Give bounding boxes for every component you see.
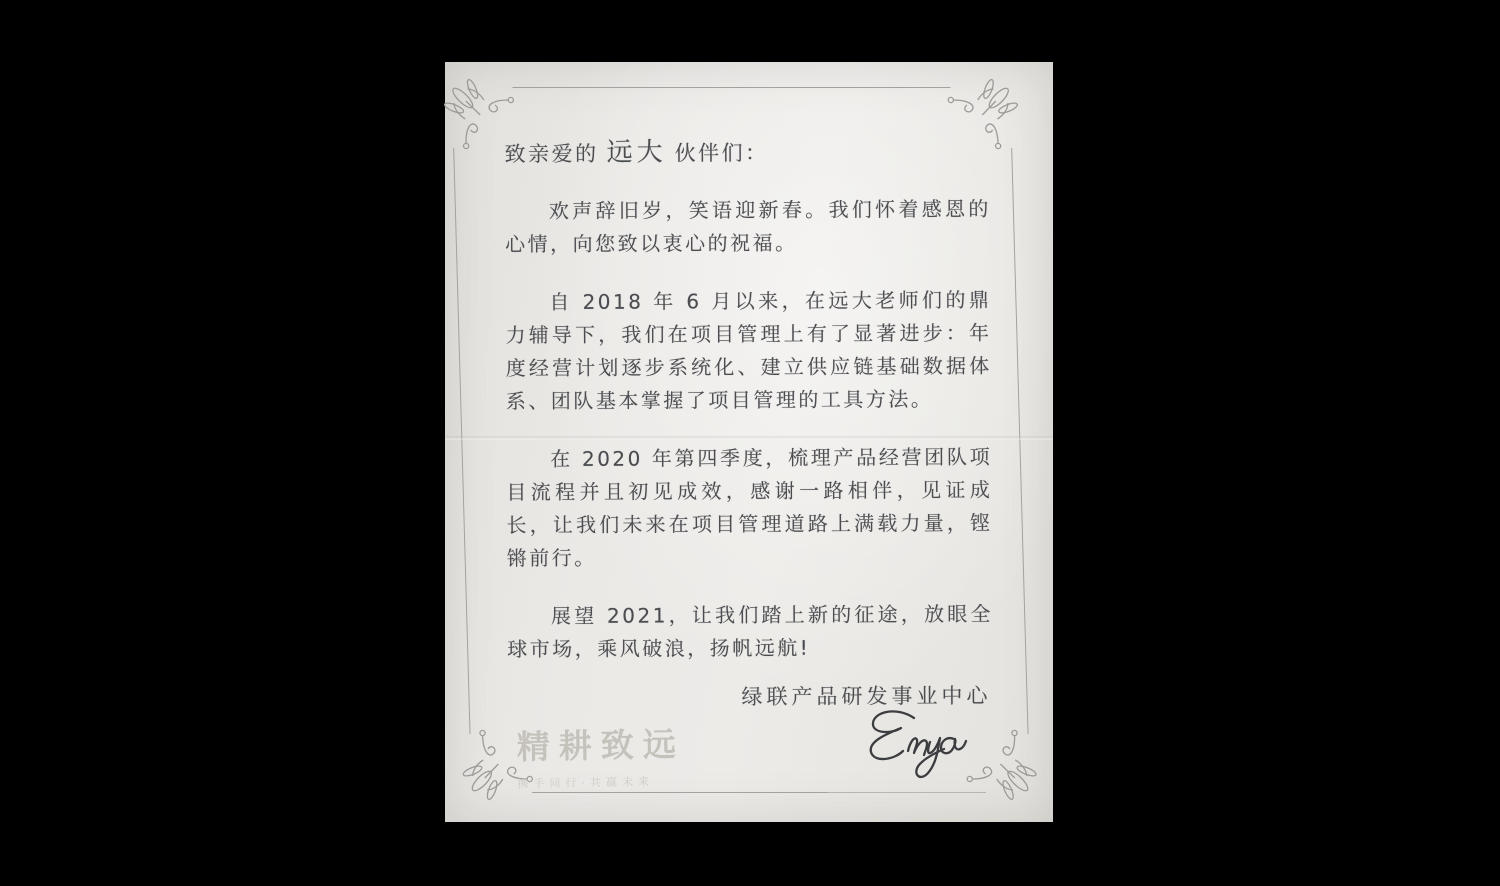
salutation-prefix: 致亲爱的 xyxy=(504,141,599,167)
salutation-suffix: 伙伴们： xyxy=(674,140,769,166)
paragraph-progress: 自 2018 年 6 月以来，在远大老师们的鼎力辅导下，我们在项目管理上有了显著进步：年度经营计划逐步系统化、建立供应链基础数据体系、团队基本掌握了项目管理的工具方法。 xyxy=(505,287,992,414)
signature-underline xyxy=(828,792,986,793)
paragraph-q4-review: 在 2020 年第四季度，梳理产品经营团队项目流程并且初见成效，感谢一路相伴，见证成长，让我们未来在项目管理道路上满载力量，铿锵前行。 xyxy=(506,444,993,571)
paragraph-outlook: 展望 2021，让我们踏上新的征途，放眼全球市场，乘风破浪，扬帆远航! xyxy=(507,601,994,662)
watermark xyxy=(516,719,685,792)
signature-block xyxy=(840,698,1000,798)
watermark-tagline: 携手同行·共赢未来 xyxy=(517,775,655,791)
frame-line-right xyxy=(1011,148,1028,734)
letter-body xyxy=(504,135,993,716)
paragraph-greeting: 欢声辞旧岁，笑语迎新春。我们怀着感恩的心情，向您致以衷心的祝福。 xyxy=(504,196,991,257)
salutation xyxy=(504,135,990,172)
frame-line-top xyxy=(512,87,950,88)
salutation-recipient: 远大 xyxy=(606,137,667,168)
signoff: 绿联产品研发事业中心 xyxy=(741,683,992,710)
letter-paper xyxy=(445,62,1053,822)
frame-line-left xyxy=(453,148,470,734)
signature-enya-icon xyxy=(850,704,990,790)
watermark-title: 精耕致远 xyxy=(516,724,686,767)
